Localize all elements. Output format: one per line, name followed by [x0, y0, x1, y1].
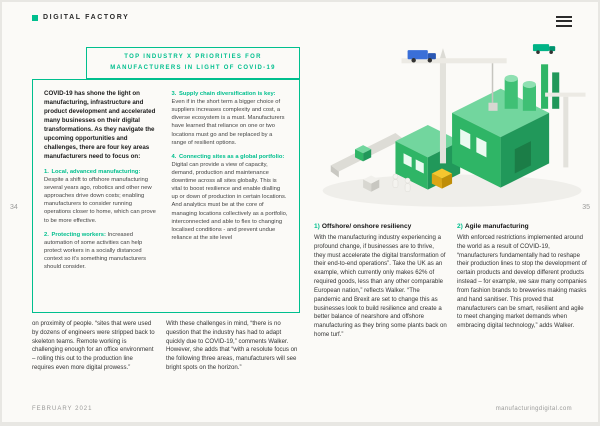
factory-main-building	[452, 64, 559, 187]
section-offshore-resiliency	[314, 223, 447, 340]
small-crane-icon	[545, 93, 585, 168]
brand-square-icon	[32, 15, 38, 21]
article-title-line1: TOP INDUSTRY X PRIORITIES FOR	[124, 54, 262, 60]
section-1-heading: 1) Offshore/ onshore resiliency	[314, 223, 412, 230]
teal-truck-icon	[533, 44, 555, 54]
key-priorities-col-1	[44, 90, 161, 302]
section-2-body: With enforced restrictions implemented around the world as a result of COVID-19, “manufacturers fundamentally had to reshape their production lines to stop the development of certain products and develop different products instead – for example, we saw many companies from fashion brands to breweries making masks and hand sanitiser. This proved that manufacturers can be smart, resilient and agile to meet changing market demands when embracing digital technology,” adds Walker.	[457, 234, 587, 330]
footer-date: FEBRUARY 2021	[32, 406, 93, 412]
brand	[32, 14, 129, 21]
section-2-heading: 2) Agile manufacturing	[457, 223, 529, 230]
continuation-column-2: With these challenges in mind, “there is no question that the industry has had to adapt quickly due to COVID-19,” comments Walker. However, she adds that “with a resolute focus on the following three areas, manufacturers will see bright spots on the horizon.”	[166, 320, 298, 372]
page-number-left: 34	[10, 204, 18, 211]
article-title-line2: MANUFACTURERS IN LIGHT OF COVID-19	[110, 64, 276, 71]
article-title-box	[86, 47, 300, 79]
continuation-column-1: on proximity of people. “sites that were used by dozens of engineers were stripped back to skeleton teams. Remote working is challenging enough for an office environment – rolling this out to the production line requires even more digital prowess.”	[32, 320, 155, 372]
footer-website: manufacturingdigital.com	[495, 406, 572, 412]
priority-item-3: 3. Supply chain diversification is key: Even if in the short term a bigger choice of suppliers increases complexity and cost, a diverse ecosystem is a must. Manufacturers have learned that reliance on one or two locations must go and be replaced by a range of resilient options.	[171, 91, 285, 146]
conveyor-ramp	[331, 133, 404, 177]
key-priorities-col-2	[172, 90, 289, 302]
section-1-body: With the manufacturing industry experiencing a profound change, if businesses are to thrive, they must accelerate the digital transformation of their end-to-end operations”. Take the UK as an example, which currently only makes 62% of required goods, less than any other comparable European nation,” reflects Walker. “The pandemic and Brexit are set to change this as businesses look to build resilience and create a better balance of nearshore and offshore manufacturing as they bring some plants back on home turf.”	[314, 234, 447, 339]
key-priorities-intro: COVID-19 has shone the light on manufacturing, infrastructure and product development and accelerated many businesses on their digital transformations. As they navigate the upcoming opportunities and challenges, there are four key areas manufacturers need to focus on:	[44, 90, 156, 160]
priority-item-4: 4. Connecting sites as a global portfolio: Digital can provide a view of capacity, demand, production and maintenance downtime across all sites globally. This is vital to boost resilience and enable dialling up or down of production in certain locations. And analytics must be at the core of managing locations collectively as a portfolio, interconnected and able to flex to changing localised conditions - and prevent undue reliance at the site level	[171, 153, 288, 241]
hamburger-menu-icon[interactable]	[556, 13, 572, 29]
section-agile-manufacturing	[457, 223, 590, 331]
key-priorities-box	[32, 79, 300, 313]
page-number-right: 35	[582, 204, 590, 211]
magazine-spread	[2, 2, 598, 422]
brand-label: DIGITAL FACTORY	[43, 14, 130, 21]
factory-illustration	[302, 36, 588, 220]
priority-item-2: 2. Protecting workers: Increased automation of some activities can help protect workers in a socially distanced context so it’s something manufacturers should consider.	[44, 231, 147, 271]
priority-item-1: 1. Local, advanced manufacturing: Despite a shift to offshore manufacturing several years ago, robotics and other new approaches drive down costs; enabling manufacturers to consider running operations closer to home, which can prove to be more effective.	[44, 168, 156, 224]
